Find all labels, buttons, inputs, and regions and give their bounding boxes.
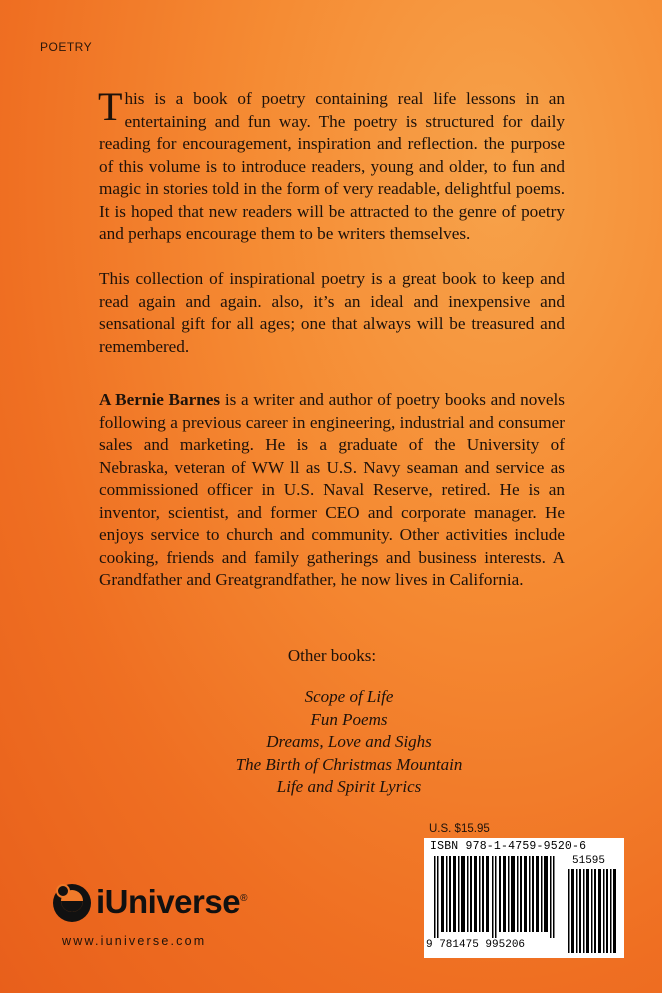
- other-books-heading: Other books:: [287, 646, 377, 665]
- book-title: The Birth of Christmas Mountain: [235, 754, 463, 774]
- barcode-bars: [434, 856, 558, 938]
- barcode-addon-number: 51595: [572, 855, 606, 867]
- isbn-barcode: [424, 838, 624, 958]
- book-title: Scope of Life: [304, 687, 394, 706]
- book-title: Fun Poems: [310, 709, 388, 729]
- barcode-digits: 9 781475 995206: [426, 939, 526, 951]
- iuniverse-logo-icon: [50, 880, 94, 924]
- author-bio: [99, 389, 565, 592]
- isbn-number: ISBN 978-1-4759-9520-6: [430, 840, 587, 853]
- book-title: Life and Spirit Lyrics: [276, 777, 422, 796]
- author-bio-text: is a writer and author of poetry books and novels following a previous career in engineering, industrial and consumer sales and marketing. He is a graduate of the University of Nebraska, veteran of WW ll as U.S. Navy seaman and service as commissioned officer in U.S. Naval Reserve, retired. He is an inventor, scientist, and former CEO and corporate manager. He enjoys service to church and community. Other activities include cooking, friends and family gatherings and business interests. A Grandfather and Greatgrandfather, he now lives in California.: [99, 390, 565, 589]
- price-label: U.S. $15.95: [429, 823, 490, 835]
- description-text-1: his is a book of poetry containing real life lessons in an entertaining and fun way. The poetry is structured for daily reading for encouragement, inspiration and reflection. the purpose of this volume is to introduce readers, young and older, to fun and magic in stories told in the form of very readable, delightful poems. It is hoped that new readers will be attracted to the genre of poetry and perhaps encourage them to be writers themselves.: [99, 89, 565, 243]
- barcode-addon-bars: [568, 869, 618, 953]
- publisher-logo[interactable]: [50, 880, 247, 924]
- publisher-website[interactable]: www.iuniverse.com: [62, 934, 207, 948]
- other-books-list: [99, 686, 599, 799]
- drop-cap: T: [98, 84, 123, 129]
- book-title: Dreams, Love and Sighs: [266, 732, 432, 751]
- description-paragraph-1: [98, 84, 565, 246]
- publisher-name: iUniverse®: [96, 883, 247, 920]
- category-label: POETRY: [40, 40, 93, 54]
- description-paragraph-2: This collection of inspirational poetry is a great book to keep and read again and again. also, it’s an ideal and inexpensive and sensational gift for all ages; one that always will be treasured and remembered.: [99, 269, 565, 356]
- author-name: A Bernie Barnes: [99, 390, 221, 409]
